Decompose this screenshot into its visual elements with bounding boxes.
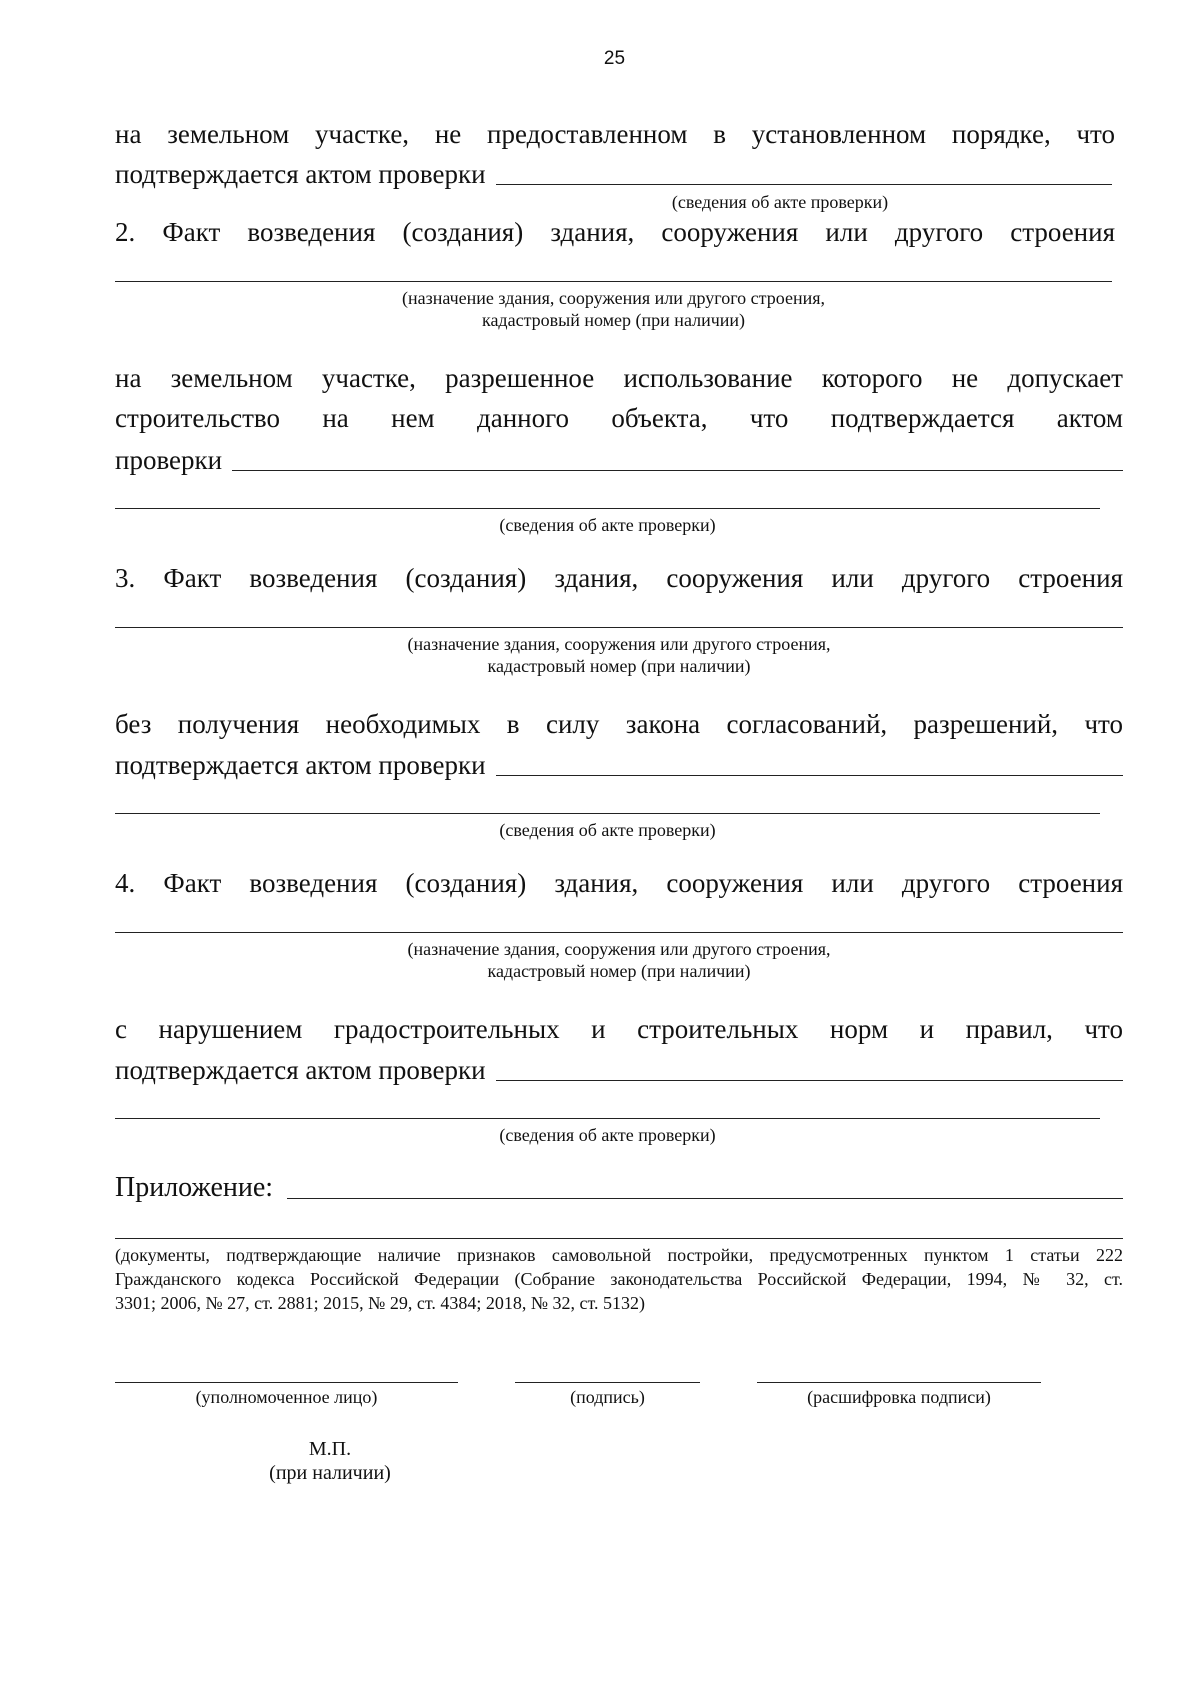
section2-heading: 2. Факт возведения (создания) здания, сооружения или другого строения bbox=[115, 217, 1115, 247]
page-number: 25 bbox=[603, 48, 626, 69]
section1-line2 bbox=[115, 154, 1112, 194]
section2-line3 bbox=[115, 440, 1123, 480]
section3-caption2: (сведения об акте проверки) bbox=[499, 820, 716, 840]
inspection-act-field-4-cont[interactable] bbox=[115, 1118, 1100, 1119]
official-field[interactable] bbox=[115, 1382, 458, 1383]
official-caption: (уполномоченное лицо) bbox=[195, 1387, 378, 1407]
inspection-act-field-3[interactable] bbox=[496, 775, 1123, 776]
section2-line1: на земельном участке, разрешенное использование которого не допускает bbox=[115, 363, 1123, 393]
appendix-label: Приложение: bbox=[115, 1172, 274, 1203]
inspection-act-field-2[interactable] bbox=[232, 470, 1123, 471]
section2-caption2: (сведения об акте проверки) bbox=[499, 515, 716, 535]
section3-heading: 3. Факт возведения (создания) здания, сооружения или другого строения bbox=[115, 563, 1123, 593]
stamp-note: (при наличии) bbox=[269, 1462, 391, 1484]
section2-caption-line2: кадастровый номер (при наличии) bbox=[481, 310, 746, 330]
section1-caption: (сведения об акте проверки) bbox=[671, 192, 889, 212]
section4-line1: с нарушением градостроительных и строительных норм и правил, что bbox=[115, 1014, 1123, 1044]
section1-line1: на земельном участке, не предоставленном в установленном порядке, что bbox=[115, 119, 1115, 149]
inspection-act-field-3-cont[interactable] bbox=[115, 813, 1100, 814]
section3-line1: без получения необходимых в силу закона согласований, разрешений, что bbox=[115, 709, 1123, 739]
section3-caption-line1: (назначение здания, сооружения или другого строения, bbox=[407, 634, 831, 654]
appendix-field-cont[interactable] bbox=[115, 1238, 1123, 1239]
section3-line2 bbox=[115, 745, 1123, 785]
section3-line2-text: подтверждается актом проверки bbox=[115, 750, 486, 780]
signature-field[interactable] bbox=[515, 1382, 700, 1383]
signature-caption: (подпись) bbox=[570, 1387, 645, 1407]
signature-decode-caption: (расшифровка подписи) bbox=[807, 1387, 991, 1407]
section4-caption-line2: кадастровый номер (при наличии) bbox=[487, 961, 751, 981]
building-purpose-field-4[interactable] bbox=[115, 932, 1123, 933]
appendix-field[interactable] bbox=[287, 1198, 1123, 1199]
appendix-note-line3: 3301; 2006, № 27, ст. 2881; 2015, № 29, ст. 4384; 2018, № 32, ст. 5132) bbox=[115, 1293, 646, 1313]
section4-caption-line1: (назначение здания, сооружения или другого строения, bbox=[407, 939, 831, 959]
section4-line2 bbox=[115, 1050, 1123, 1090]
appendix-note-line2: Гражданского кодекса Российской Федерации (Собрание законодательства Российской Федерации, 1994, № 32, ст. bbox=[115, 1269, 1123, 1289]
signature-decode-field[interactable] bbox=[757, 1382, 1041, 1383]
stamp-label: М.П. bbox=[308, 1438, 352, 1460]
section2-line3-text: проверки bbox=[115, 445, 223, 475]
building-purpose-field-2[interactable] bbox=[115, 281, 1112, 282]
section2-caption-line1: (назначение здания, сооружения или другого строения, bbox=[401, 288, 826, 308]
building-purpose-field-3[interactable] bbox=[115, 627, 1123, 628]
appendix-note-line1: (документы, подтверждающие наличие признаков самовольной постройки, предусмотренных пунктом 1 статьи 222 bbox=[115, 1245, 1123, 1265]
section4-heading: 4. Факт возведения (создания) здания, сооружения или другого строения bbox=[115, 868, 1123, 898]
inspection-act-field-2-cont[interactable] bbox=[115, 508, 1100, 509]
section1-line2-text: подтверждается актом проверки bbox=[115, 159, 486, 189]
appendix-line bbox=[115, 1168, 1123, 1208]
section4-line2-text: подтверждается актом проверки bbox=[115, 1055, 486, 1085]
section2-line2: строительство на нем данного объекта, что подтверждается актом bbox=[115, 403, 1123, 433]
inspection-act-field-4[interactable] bbox=[496, 1080, 1123, 1081]
inspection-act-field-1[interactable] bbox=[496, 184, 1112, 185]
section4-caption2: (сведения об акте проверки) bbox=[499, 1125, 716, 1145]
section3-caption-line2: кадастровый номер (при наличии) bbox=[487, 656, 751, 676]
